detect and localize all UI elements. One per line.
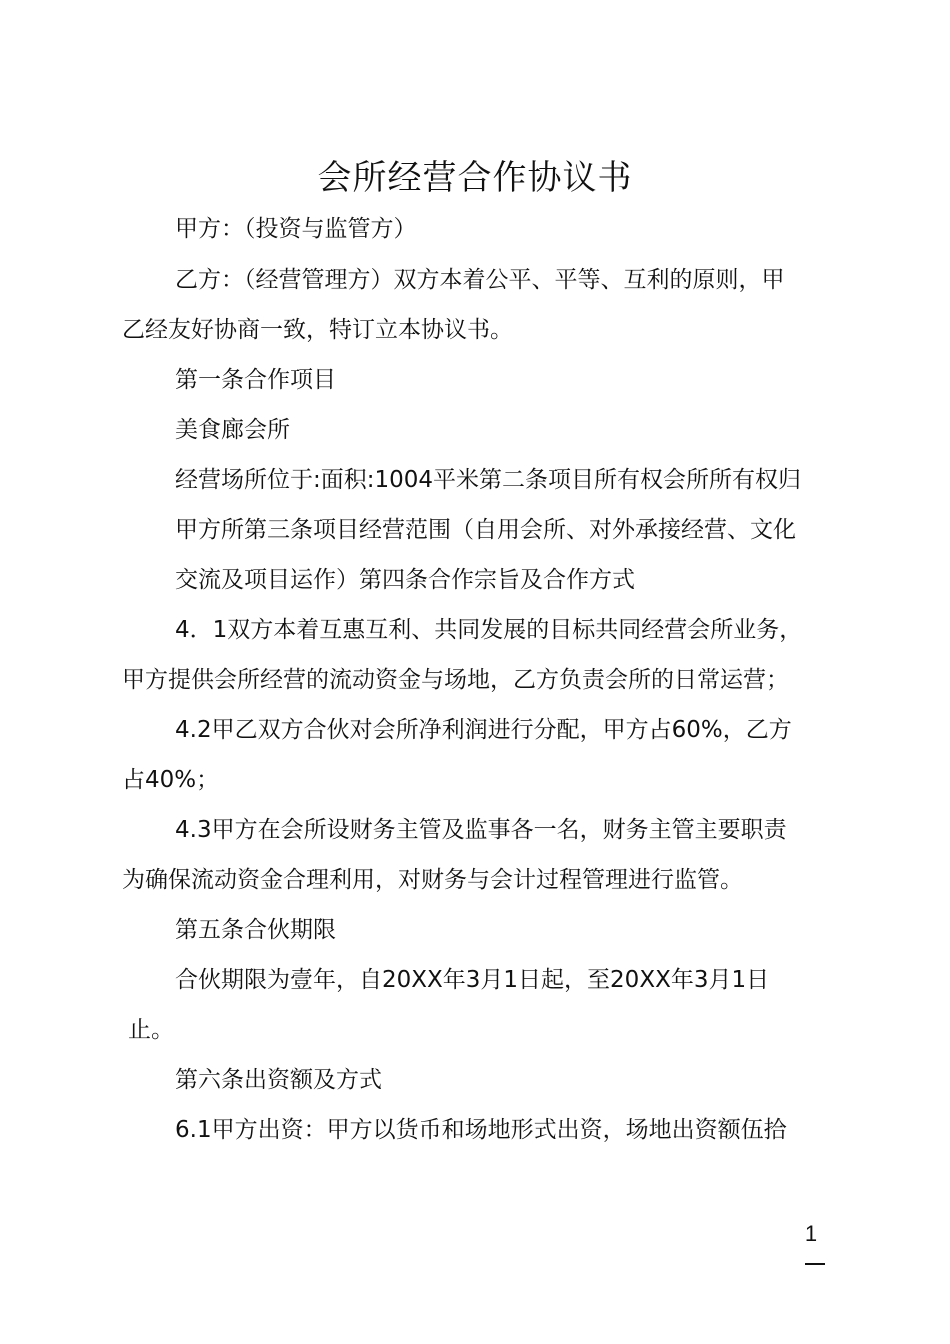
clause-4-1-line: 4．1双方本着互惠互利、共同发展的目标共同经营会所业务， (175, 617, 803, 643)
paragraph-line: 甲方提供会所经营的流动资金与场地，乙方负责会所的日常运营； (122, 667, 789, 693)
clause-4-3-line: 4.3甲方在会所设财务主管及监事各一名，财务主管主要职责 (175, 817, 787, 843)
clause-4-2-line: 4.2甲乙双方合伙对会所净利润进行分配，甲方占60%，乙方 (175, 717, 792, 743)
page-number: 1 (804, 1221, 818, 1246)
paragraph-line: 乙经友好协商一致，特订立本协议书。 (122, 317, 513, 343)
article-5-heading: 第五条合伙期限 (175, 917, 336, 943)
party-b-line: 乙方：（经营管理方）双方本着公平、平等、互利的原则，甲 (175, 267, 785, 293)
article-1-heading: 第一条合作项目 (175, 367, 336, 393)
paragraph-line: 为确保流动资金合理利用，对财务与会计过程管理进行监管。 (122, 867, 743, 893)
clause-6-1-line: 6.1甲方出资：甲方以货币和场地形式出资，场地出资额伍拾 (175, 1117, 787, 1143)
paragraph-line: 占40%； (122, 767, 220, 793)
paragraph-line: 交流及项目运作）第四条合作宗旨及合作方式 (175, 567, 635, 593)
term-line: 合伙期限为壹年，自20XX年3月1日起，至20XX年3月1日 (175, 967, 770, 993)
party-a-line: 甲方：（投资与监管方） (175, 216, 417, 242)
paragraph-line: 止。 (128, 1017, 174, 1043)
page-number-dash (805, 1263, 825, 1265)
document-title: 会所经营合作协议书 (317, 158, 633, 198)
project-name-line: 美食廊会所 (175, 417, 290, 443)
paragraph-line: 经营场所位于:面积:1004平米第二条项目所有权会所所有权归 (175, 467, 802, 493)
article-6-heading: 第六条出资额及方式 (175, 1067, 382, 1093)
paragraph-line: 甲方所第三条项目经营范围（自用会所、对外承接经营、文化 (175, 517, 796, 543)
